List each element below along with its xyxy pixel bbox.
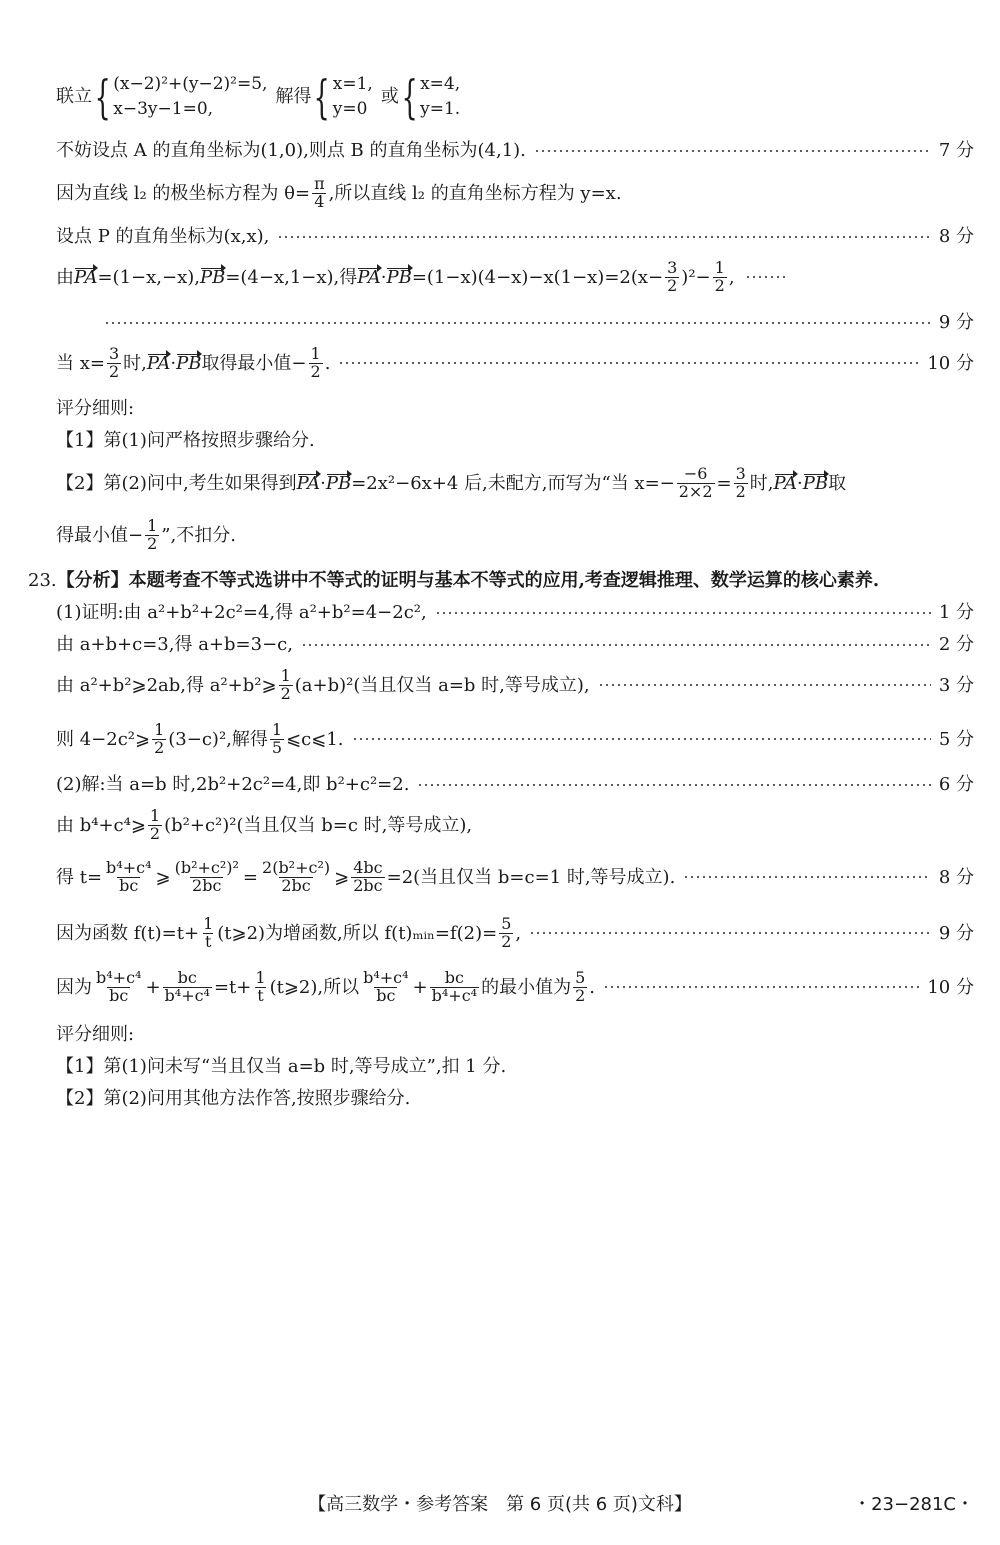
line-text: 取得最小值−	[201, 352, 307, 374]
numerator: b⁴+c⁴	[96, 968, 142, 987]
line-text: 【1】第(1)问未写“当且仅当 a=b 时,等号成立”,扣 1 分.	[56, 1056, 507, 1077]
line-text: ,	[728, 266, 735, 288]
denominator: 2×2	[678, 481, 713, 501]
line-text: 时,	[749, 472, 774, 494]
denominator: 5	[271, 737, 283, 757]
fraction	[94, 970, 143, 1005]
vector-pb: PB	[386, 266, 412, 288]
line-text: ⩾	[155, 866, 171, 888]
grading-rule-q23-2	[56, 1088, 974, 1110]
dot-leader	[352, 736, 931, 742]
fraction	[201, 916, 215, 951]
line-text: 时,	[123, 352, 147, 374]
vector-pa: PA	[357, 266, 381, 288]
line-solution-step-1	[56, 774, 974, 796]
fraction	[430, 970, 479, 1005]
score-label: 9 分	[938, 922, 974, 944]
equation-1: (x−2)²+(y−2)²=5,	[113, 74, 268, 94]
denominator: b⁴+c⁴	[431, 985, 478, 1005]
dot-leader	[338, 360, 919, 366]
fraction	[107, 346, 121, 381]
fraction	[145, 518, 159, 553]
line-text: =(1−x)(4−x)−x(1−x)=2(x−	[411, 266, 664, 288]
line-coordinates-ab	[56, 140, 974, 162]
line-text: 【1】第(1)问严格按照步骤给分.	[56, 430, 315, 451]
dot-leader	[104, 320, 931, 326]
left-brace: {	[314, 69, 331, 124]
denominator: bc	[109, 985, 129, 1005]
line-text: 评分细则:	[56, 1024, 135, 1045]
denominator: 2bc	[192, 875, 222, 895]
dot-leader	[529, 930, 931, 936]
fraction	[573, 970, 587, 1005]
denominator: 4	[314, 191, 325, 211]
vector-pb: PB	[802, 472, 829, 494]
solve-text: 解得	[275, 85, 312, 107]
line-text: 因为	[56, 976, 92, 998]
score-label: 5 分	[938, 728, 974, 750]
line-text: =2(当且仅当 b=c=1 时,等号成立).	[386, 866, 676, 888]
question-number: 23.	[28, 570, 57, 591]
line-text: =	[716, 472, 732, 494]
left-brace: {	[401, 69, 418, 124]
line-text: (2)解:当 a=b 时,2b²+2c²=4,即 b²+c²=2.	[56, 774, 410, 795]
equation-2: x−3y−1=0,	[113, 98, 214, 119]
solution-2	[420, 72, 460, 121]
line-text: =(4−x,1−x),得	[225, 266, 358, 288]
denominator: 2	[714, 275, 725, 295]
line-text: 因为函数 f(t)=t+	[56, 922, 200, 944]
line-text: 当 x=	[56, 352, 105, 374]
line-text: (a+b)²(当且仅当 a=b 时,等号成立),	[294, 674, 590, 696]
grading-rules-heading	[56, 398, 974, 420]
denominator: 2	[667, 275, 678, 295]
fraction	[734, 466, 748, 501]
dot-operator: ·	[170, 352, 177, 374]
vector-pa: PA	[146, 352, 171, 374]
score-label: 2 分	[938, 634, 974, 655]
vector-pa: PA	[296, 472, 321, 494]
dot-leader	[301, 642, 931, 648]
fraction	[104, 860, 153, 895]
line-text: =t+	[213, 976, 252, 998]
numerator: 1	[203, 914, 214, 933]
numerator: 1	[149, 806, 161, 825]
fraction	[253, 970, 267, 1005]
numerator: 1	[271, 720, 283, 739]
dot-leader	[417, 782, 930, 788]
line-text: =	[242, 866, 259, 888]
solution-1	[333, 72, 373, 121]
denominator: 2	[149, 823, 161, 843]
dot-leader	[603, 984, 919, 990]
fraction	[148, 808, 162, 843]
line-text: )²−	[681, 266, 711, 288]
dot-operator: ·	[320, 472, 326, 494]
analysis-text: 【分析】本题考查不等式选讲中不等式的证明与基本不等式的应用,考查逻辑推理、数学运算的核心素养.	[56, 570, 880, 591]
line-text: ”,不扣分.	[161, 524, 236, 546]
line-point-p	[56, 226, 974, 248]
fraction	[677, 466, 715, 501]
line-text: 得最小值−	[56, 524, 144, 546]
line-proof-step-2	[56, 634, 974, 656]
solution-2-x: x=4,	[420, 74, 461, 94]
numerator: bc	[177, 968, 197, 987]
line-text: =(1−x,−x),	[97, 266, 200, 288]
dot-leader	[683, 874, 931, 880]
vector-pa: PA	[773, 472, 797, 494]
vector-pb: PB	[325, 472, 352, 494]
numerator: b⁴+c⁴	[106, 858, 152, 877]
denominator: 2bc	[353, 875, 383, 895]
numerator: 3	[735, 464, 746, 483]
numerator: 4bc	[353, 858, 383, 877]
score-label: 10 分	[927, 976, 974, 998]
numerator: 3	[667, 258, 678, 277]
line-text: 由 b⁴+c⁴⩾	[56, 814, 146, 836]
fraction	[713, 260, 727, 295]
vector-pb: PB	[199, 266, 226, 288]
line-continuation	[104, 312, 974, 334]
line-proof-step-3	[56, 668, 974, 703]
vector-pa: PA	[74, 266, 98, 288]
line-text: =2x²−6x+4 后,未配方,而写为“当 x=−	[351, 472, 675, 494]
fraction	[270, 722, 284, 757]
solution-1-y: y=0	[332, 98, 368, 119]
line-system	[56, 69, 974, 124]
line-text: ⩽c⩽1.	[286, 728, 344, 750]
grading-rule-2-continued	[56, 518, 974, 553]
question-23-heading	[28, 570, 974, 592]
fraction	[361, 970, 410, 1005]
fraction	[279, 668, 293, 703]
line-text: 因为直线 l₂ 的极坐标方程为 θ=	[56, 182, 311, 204]
numerator: 1	[310, 344, 321, 363]
line-text: 则 4−2c²⩾	[56, 728, 151, 750]
score-label: 1 分	[938, 602, 974, 623]
fraction	[173, 860, 241, 895]
score-label: 8 分	[938, 226, 974, 247]
line-dot-product	[56, 260, 974, 295]
score-label: 6 分	[938, 774, 974, 795]
line-proof-step-4	[56, 722, 974, 757]
denominator: 2	[575, 985, 586, 1005]
denominator: 2	[108, 361, 120, 381]
solution-1-x: x=1,	[332, 74, 373, 94]
denominator: 2bc	[281, 875, 311, 895]
line-solution-step-5	[56, 970, 974, 1005]
footer-code: ・23−281C・	[853, 1494, 974, 1515]
line-text: (1)证明:由 a²+b²+2c²=4,得 a²+b²=4−2c²,	[56, 602, 427, 623]
numerator: 3	[108, 344, 120, 363]
page-footer	[0, 1490, 1000, 1520]
numerator: 1	[154, 720, 165, 739]
fraction	[152, 722, 166, 757]
numerator: 2(b²+c²)	[262, 858, 331, 877]
denominator: 2	[147, 533, 158, 553]
line-text: 不妨设点 A 的直角坐标为(1,0),则点 B 的直角坐标为(4,1).	[56, 140, 526, 161]
numerator: b⁴+c⁴	[363, 968, 409, 987]
line-text: ,	[515, 922, 522, 944]
solution-2-y: y=1.	[420, 98, 461, 119]
or-text: 或	[380, 85, 399, 107]
left-brace: {	[94, 69, 111, 124]
line-solution-step-4	[56, 916, 974, 951]
line-text: ⩾	[334, 866, 350, 888]
line-text: 的最小值为	[481, 976, 572, 998]
score-label: 3 分	[938, 674, 974, 696]
denominator: 2	[310, 361, 321, 381]
dot-leader	[277, 234, 930, 240]
line-text: (b²+c²)²(当且仅当 b=c 时,等号成立),	[164, 814, 473, 836]
denominator: 2	[280, 683, 291, 703]
grading-rule-2	[56, 466, 974, 501]
fraction	[499, 916, 513, 951]
dot-leader	[598, 682, 931, 688]
line-solution-step-3	[56, 860, 974, 895]
dot-operator: ·	[797, 472, 803, 494]
footer-title: 【高三数学・参考答案 第 6 页(共 6 页)文科】	[308, 1494, 692, 1515]
line-text: 评分细则:	[56, 398, 135, 419]
equation-system	[113, 72, 267, 121]
denominator: bc	[119, 875, 139, 895]
line-solution-step-2	[56, 808, 974, 843]
numerator: π	[314, 174, 325, 193]
denominator: 2	[501, 931, 512, 951]
fraction	[312, 176, 327, 211]
line-text: 得 t=	[56, 866, 103, 888]
line-text: +	[412, 976, 428, 998]
numerator: 1	[714, 258, 725, 277]
numerator: 1	[147, 516, 158, 535]
line-text: 【2】第(2)问用其他方法作答,按照步骤给分.	[56, 1088, 411, 1109]
line-minimum	[56, 346, 974, 381]
numerator: bc	[444, 968, 464, 987]
numerator: −6	[683, 464, 708, 483]
line-text: +	[145, 976, 161, 998]
denominator: t	[257, 985, 264, 1005]
fraction	[163, 970, 212, 1005]
numerator: 1	[255, 968, 266, 987]
dot-leader	[534, 148, 931, 154]
fraction	[351, 860, 384, 895]
score-label: 10 分	[927, 352, 974, 374]
line-text: (t⩾2),所以	[269, 976, 360, 998]
denominator: b⁴+c⁴	[164, 985, 210, 1005]
denominator: t	[204, 931, 212, 951]
line-text: (3−c)²,解得	[168, 728, 268, 750]
numerator: 5	[501, 914, 512, 933]
line-text: 【2】第(2)问中,考生如果得到	[56, 472, 297, 494]
grading-rule-1	[56, 430, 974, 452]
dot-leader	[745, 274, 785, 280]
line-polar-equation	[56, 176, 974, 211]
grading-rule-q23-1	[56, 1056, 974, 1078]
line-text: 由	[56, 266, 74, 288]
line-proof-step-1	[56, 602, 974, 624]
numerator: (b²+c²)²	[174, 858, 239, 877]
denominator: bc	[376, 985, 396, 1005]
line-text: 设点 P 的直角坐标为(x,x),	[56, 226, 270, 247]
grading-rules-heading-2	[56, 1024, 974, 1046]
fraction	[260, 860, 332, 895]
score-label: 9 分	[938, 312, 974, 333]
numerator: 5	[575, 968, 586, 987]
line-text: 由 a²+b²⩾2ab,得 a²+b²⩾	[56, 674, 277, 696]
score-label: 7 分	[938, 140, 974, 161]
denominator: 2	[154, 737, 165, 757]
dot-leader	[435, 610, 931, 616]
denominator: 2	[735, 481, 746, 501]
line-text: ,所以直线 l₂ 的直角坐标方程为 y=x.	[328, 182, 622, 204]
fraction	[309, 346, 323, 381]
line-text: 由 a+b+c=3,得 a+b=3−c,	[56, 634, 293, 655]
line-text: .	[589, 976, 595, 998]
numerator: 1	[280, 666, 291, 685]
line-text: .	[324, 352, 331, 374]
dot-operator: ·	[380, 266, 387, 288]
vector-pb: PB	[176, 352, 202, 374]
line-text: 取	[828, 472, 847, 494]
line-text: (t⩾2)为增函数,所以 f(t)ₘᵢₙ=f(2)=	[217, 922, 498, 944]
score-label: 8 分	[938, 866, 974, 888]
fraction	[665, 260, 679, 295]
system-prefix: 联立	[56, 85, 92, 107]
